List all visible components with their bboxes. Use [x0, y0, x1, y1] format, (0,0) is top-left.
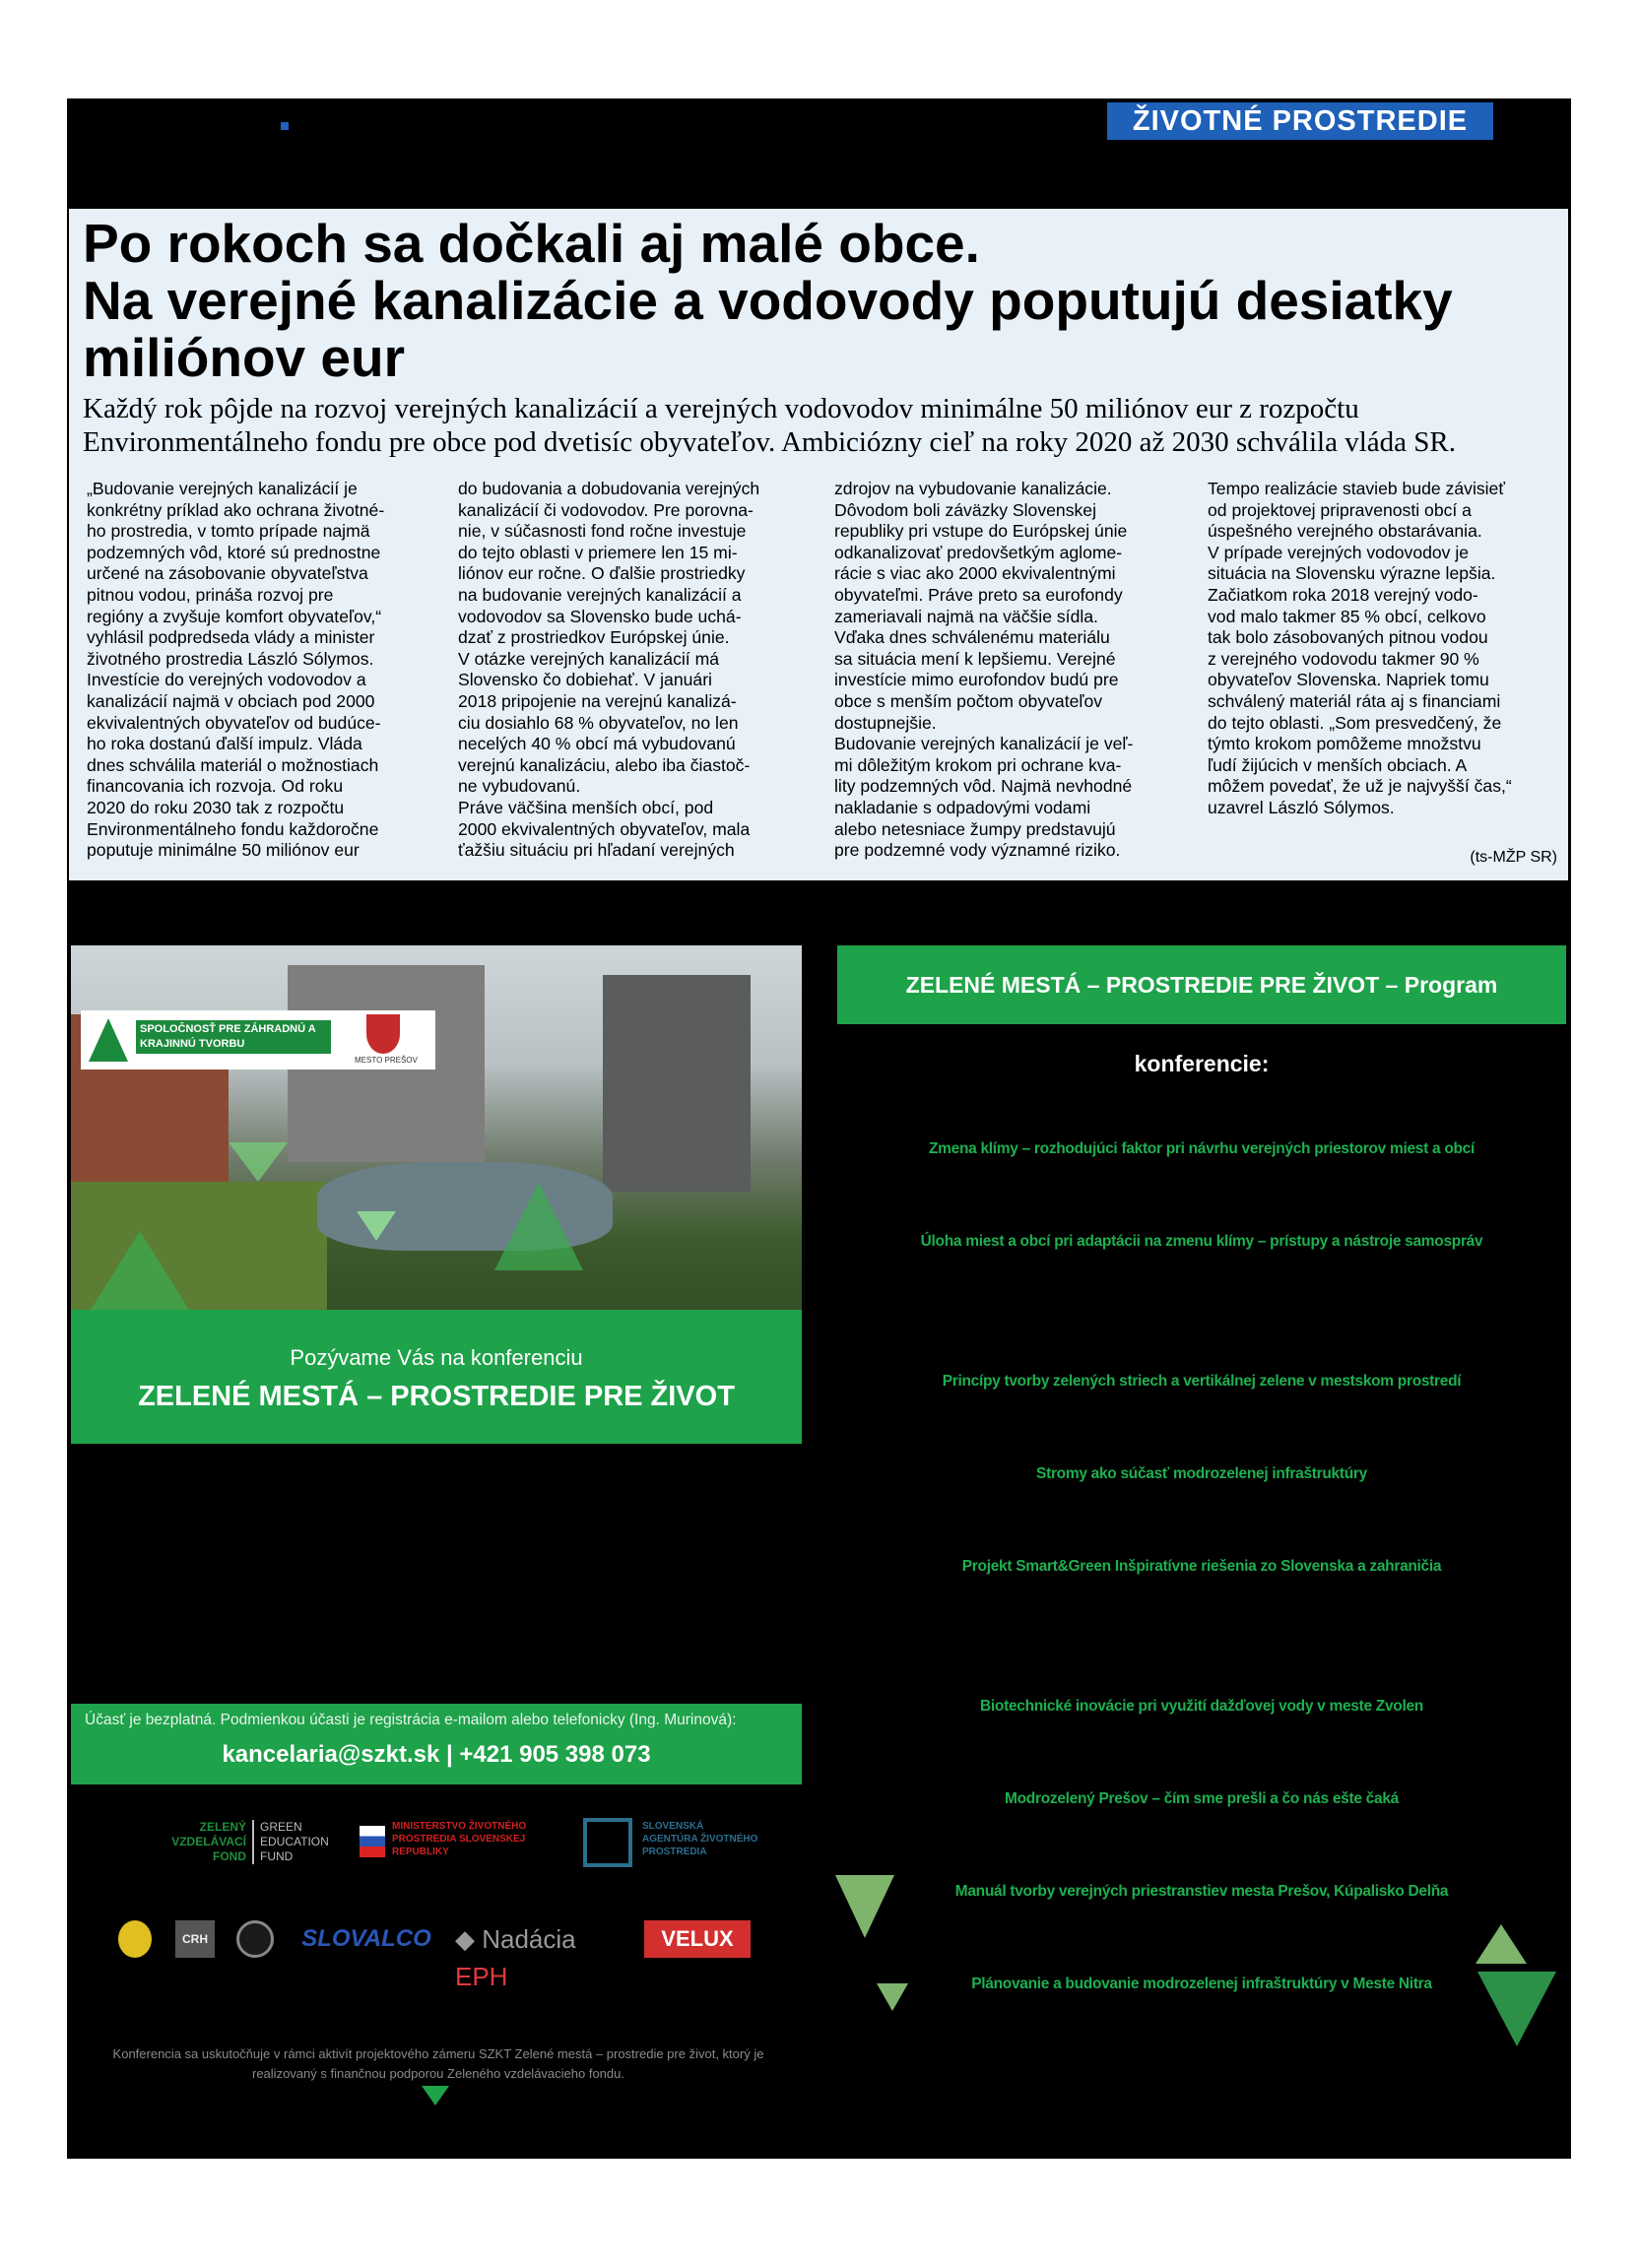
- sponsor-slovalco-logo: SLOVALCO: [301, 1925, 431, 1952]
- lead-paragraph: Každý rok pôjde na rozvoj verejných kanalizácií a verejných vodovodov minimálne 50 miliónov eur z rozpočtu Environmentálneho fondu pre obce pod dvetisíc obyvateľov. Ambiciózny cieľ na roky 2020 až 2030 schválila vláda SR.: [83, 393, 1456, 458]
- program-item: Stromy ako súčasť modrozelenej infraštruktúry: [1036, 1465, 1367, 1482]
- article-column-4: Tempo realizácie stavieb bude závisieť od projektovej pripravenosti obcí a úspešného verejného obstarávania. V prípade verejných vodovodov je situácia na Slovensku výrazne lepšia. Začiatkom roka 2018 verejný vodo- vod malo takmer 85 % obcí, celkovo tak bolo zásobovaných pitnou vodou z verejného vodovodu takmer 90 % obyvateľov Slovenska. Napriek tomu schválený materiál ráta aj s financiami do tejto oblasti. „Som presvedčený, že týmto krokom pomôžeme množstvu ľudí žijúcich v menších obciach. A môžem povedať, že už je najvyšší čas,“ uzavrel László Sólymos.: [1208, 479, 1512, 817]
- program-item: Princípy tvorby zelených striech a vertikálnej zelene v mestskom prostredí: [942, 1373, 1462, 1390]
- triangle-decoration: [494, 1182, 583, 1270]
- triangle-decoration: [357, 1211, 396, 1241]
- invitation-banner: [71, 1310, 802, 1444]
- sazp-mark-icon: [583, 1818, 632, 1867]
- registration-contact[interactable]: kancelaria@szkt.sk | +421 905 398 073: [222, 1741, 651, 1768]
- section-tag: ŽIVOTNÉ PROSTREDIE: [1107, 102, 1493, 140]
- presov-crest-icon: [366, 1014, 400, 1054]
- program-item: Úloha miest a obcí pri adaptácii na zmenu klímy – prístupy a nástroje samospráv: [920, 1233, 1483, 1250]
- sponsor-nadacia-text: Nadácia: [482, 1924, 576, 1954]
- conference-photo: [71, 945, 802, 1337]
- invitation-subtitle: Pozývame Vás na konferenciu: [290, 1345, 583, 1370]
- sponsor-eph-text: EPH: [455, 1962, 508, 1991]
- article-column-1: „Budovanie verejných kanalizácií je konkrétny príklad ako ochrana životné- ho prostredia, v tomto prípade najmä podzemných vôd, ktoré sú prednostne určené na zásobovanie obyvateľstva pitnou vodou, prináša rozvoj pre regióny a zvyšuje komfort obyvateľov,“ vyhlásil podpredseda vlády a minister životného prostredia László Sólymos. Investície do verejných vodovodov a kanalizácií najmä v obciach pod 2000 ekvivalentných obyvateľov od budúce- ho roka dostanú ďalší impulz. Vláda dnes schválila materiál o možnostiach financovania ich rozvoja. Od roku 2020 do roku 2030 tak z rozpočtu Environmentálneho fondu každoročne poputuje minimálne 50 miliónov eur: [87, 479, 385, 861]
- program-item: Modrozelený Prešov – čím sme prešli a čo nás ešte čaká: [1005, 1790, 1399, 1807]
- triangle-decoration: [422, 2086, 449, 2106]
- ministry-crest-icon: [360, 1826, 385, 1857]
- sazp-logo: SLOVENSKÁ AGENTÚRA ŽIVOTNÉHO PROSTREDIA: [642, 1821, 758, 1857]
- invitation-title: ZELENÉ MESTÁ – PROSTREDIE PRE ŽIVOT: [138, 1381, 735, 1412]
- program-item: Projekt Smart&Green Inšpiratívne riešenia zo Slovenska a zahraničia: [961, 1558, 1442, 1575]
- sponsor-nadacia-eph-logo: ◆ Nadácia EPH: [455, 1924, 576, 1991]
- sponsor-emblem-icon: [118, 1920, 152, 1958]
- triangle-decoration: [835, 1875, 894, 1938]
- green-fund-logo-en: GREEN EDUCATION FUND: [252, 1820, 359, 1864]
- program-title-bar: ZELENÉ MESTÁ – PROSTREDIE PRE ŽIVOT – Program konferencie:: [837, 945, 1566, 1024]
- sponsor-crh-logo: CRH: [175, 1920, 215, 1958]
- presov-logo-text: MESTO PREŠOV: [355, 1056, 418, 1065]
- triangle-decoration: [877, 1983, 908, 2011]
- triangle-decoration: [229, 1142, 288, 1182]
- article-column-2: do budovania a dobudovania verejných kanalizácií či vodovodov. Pre porovna- nie, v súčasnosti fond ročne investuje do tejto oblasti v priemere len 15 mi- liónov eur ročne. O ďalšie prostriedky na budovanie verejných kanalizácií a vodovodov sa Slovensko bude uchá- dzať z prostriedkov Európskej únie. V otázke verejných kanalizácií má Slovensko čo dobiehať. V januári 2018 pripojenie na verejnú kanalizá- ciu dosiahlo 68 % obyvateľov, no len necelých 40 % obcí má vybudovanú verejnú kanalizáciu, alebo iba čiastoč- ne vybudovanú. Práve väčšina menších obcí, pod 2000 ekvivalentných obyvateľov, mala ťažšiu situáciu pri hľadaní verejných: [458, 479, 760, 861]
- program-item: Manuál tvorby verejných priestranstiev mesta Prešov, Kúpalisko Delňa: [954, 1883, 1449, 1900]
- registration-text: Účasť je bezplatná. Podmienkou účasti je registrácia e-mailom alebo telefonicky (Ing. Murinová):: [85, 1712, 737, 1728]
- triangle-decoration: [91, 1231, 189, 1310]
- article-credit: (ts-MŽP SR): [1470, 849, 1557, 866]
- sponsor-velux-logo: VELUX: [644, 1920, 751, 1958]
- green-fund-logo: ZELENÝ VZDELÁVACÍ FOND: [171, 1820, 246, 1863]
- szkt-logo-text: SPOLOČNOSŤ PRE ZÁHRADNÚ A KRAJINNÚ TVORBU: [136, 1020, 331, 1054]
- photo-logo-strip: [81, 1010, 435, 1069]
- ministry-logo: MINISTERSTVO ŽIVOTNÉHO PROSTREDIA SLOVENSKEJ REPUBLIKY: [392, 1821, 527, 1857]
- sponsor-round-logo-icon: [236, 1920, 274, 1958]
- article-column-3: zdrojov na vybudovanie kanalizácie. Dôvodom boli záväzky Slovenskej republiky pri vstupe do Európskej únie odkanalizovať predovšetkým aglome- rácie s viac ako 2000 ekvivalentnými obyvateľmi. Práve preto sa eurofondy zameriavali najmä na väčšie sídla. Vďaka dnes schválenému materiálu sa situácia mení k lepšiemu. Verejné investície mimo eurofondov budú pre obce s menším počtom obyvateľov dostupnejšie. Budovanie verejných kanalizácií je veľ- mi dôležitým krokom pri ochrane kva- lity podzemných vôd. Najmä nevhodné nakladanie s odpadovými vodami alebo netesniace žumpy predstavujú pre podzemné vody významné riziko.: [834, 479, 1134, 861]
- headline-line-2: Na verejné kanalizácie a vodovody poputujú desiatky: [83, 270, 1453, 331]
- triangle-decoration: [1476, 1924, 1527, 1964]
- section-dot: [281, 122, 289, 130]
- triangle-decoration: [1477, 1972, 1556, 2046]
- building-shape: [603, 975, 751, 1192]
- headline-line-1: Po rokoch sa dočkali aj malé obce.: [83, 213, 980, 274]
- program-item: Plánovanie a budovanie modrozelenej infraštruktúry v Meste Nitra: [971, 1976, 1432, 1992]
- szkt-leaf-icon: [89, 1018, 128, 1062]
- footnote: Konferencia sa uskutočňuje v rámci aktivít projektového zámeru SZKT Zelené mestá – prostredie pre život, ktorý je realizovaný s finančnou podporou Zeleného vzdelávacieho fondu.: [112, 2046, 764, 2081]
- registration-bar: [71, 1704, 802, 1784]
- program-item: Zmena klímy – rozhodujúci faktor pri návrhu verejných priestorov miest a obcí: [928, 1140, 1475, 1157]
- headline: [83, 215, 1541, 386]
- program-item: Biotechnické inovácie pri využití dažďovej vody v meste Zvolen: [980, 1698, 1423, 1715]
- headline-line-3: miliónov eur: [83, 327, 405, 388]
